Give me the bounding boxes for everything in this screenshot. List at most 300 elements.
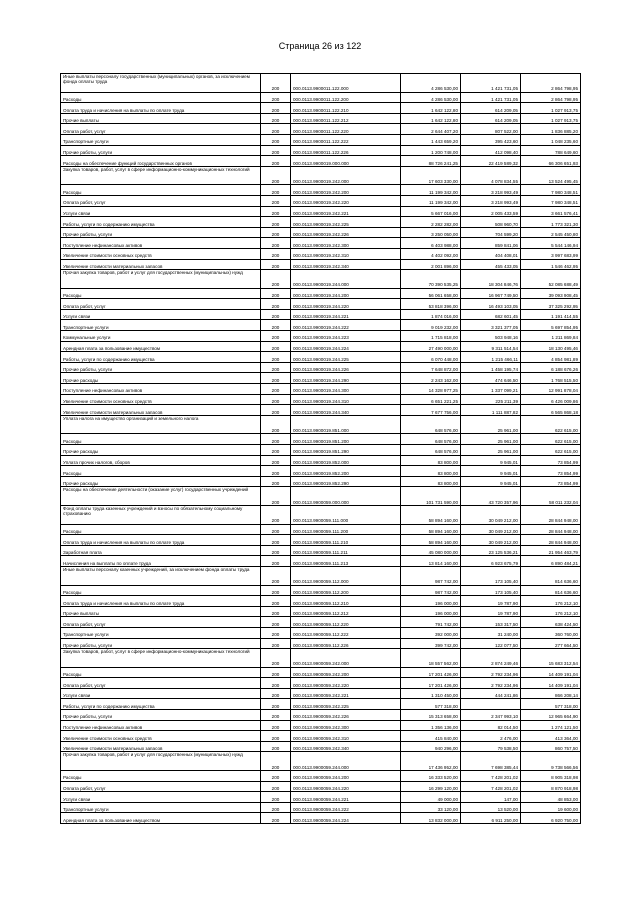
row-code-cell: 200 (261, 166, 291, 185)
row-name-cell: Прочая закупка товаров, работ и услуг для государственных (муниципальных) нужд (61, 270, 261, 289)
row-remainder-cell: 12 965 664,90 (521, 710, 581, 721)
row-kbk-cell: 000.0113.9900011.122.200 (291, 92, 401, 103)
table-row (61, 113, 581, 124)
row-name-cell: Прочие работы, услуги (61, 145, 261, 156)
row-kbk-cell: 000.0113.9900059.244.220 (291, 781, 401, 792)
row-kbk-cell: 000.0113.9900019.244.225 (291, 352, 401, 363)
budget-execution-table (60, 73, 581, 824)
row-approved-cell: 1 715 818,00 (401, 331, 461, 342)
row-name-cell: Иные выплаты персоналу казенных учреждений, за исключением фонда оплаты труда (61, 566, 261, 585)
row-code-cell: 200 (261, 185, 291, 196)
row-name-cell: Оплата работ, услуг (61, 617, 261, 628)
row-code-cell: 200 (261, 720, 291, 731)
row-kbk-cell: 000.0113.9900019.242.300 (291, 238, 401, 249)
row-name-cell: Расходы (61, 585, 261, 596)
row-name-cell: Поступление нефинансовых активов (61, 238, 261, 249)
row-approved-cell: 6 070 448,00 (401, 352, 461, 363)
row-kbk-cell: 000.0113.9900059.242.340 (291, 741, 401, 752)
row-name-cell: Расходы (61, 667, 261, 678)
row-approved-cell: 58 894 160,00 (401, 535, 461, 546)
row-approved-cell: 4 402 092,00 (401, 248, 461, 259)
row-executed-cell: 30 049 212,00 (461, 535, 521, 546)
row-name-cell: Прочие выплаты (61, 113, 261, 124)
table-row (61, 185, 581, 196)
row-remainder-cell: 52 085 688,49 (521, 270, 581, 289)
row-approved-cell: 11 199 342,00 (401, 195, 461, 206)
row-remainder-cell: 814 636,60 (521, 585, 581, 596)
row-code-cell: 200 (261, 678, 291, 689)
row-name-cell: Работы, услуги по содержанию имущества (61, 217, 261, 228)
row-name-cell: Увеличение стоимости материальных запасов (61, 259, 261, 270)
row-code-cell: 200 (261, 206, 291, 217)
row-approved-cell: 196 000,00 (401, 606, 461, 617)
row-code-cell: 200 (261, 156, 291, 167)
row-remainder-cell: 176 212,10 (521, 596, 581, 607)
row-kbk-cell: 000.0113.9900059.112.226 (291, 638, 401, 649)
row-approved-cell: 13 832 000,00 (401, 813, 461, 824)
row-kbk-cell: 000.0113.9900059.244.000 (291, 752, 401, 771)
table-row (61, 617, 581, 628)
row-kbk-cell: 000.0113.9900011.122.226 (291, 145, 401, 156)
table-row (61, 227, 581, 238)
row-approved-cell: 196 000,00 (401, 596, 461, 607)
row-code-cell: 200 (261, 309, 291, 320)
row-kbk-cell: 000.0113.9900059.112.210 (291, 596, 401, 607)
row-executed-cell: 412 098,40 (461, 145, 521, 156)
table-row (61, 352, 581, 363)
row-kbk-cell: 000.0113.9900059.242.220 (291, 678, 401, 689)
row-remainder-cell: 6 920 750,00 (521, 813, 581, 824)
row-name-cell: Увеличение стоимости основных средств (61, 394, 261, 405)
row-name-cell: Иные выплаты персоналу государственных (муниципальных) органов, за исключением фонда оплаты труда (61, 74, 261, 93)
row-kbk-cell: 000.0113.9900059.244.221 (291, 792, 401, 803)
row-code-cell: 200 (261, 259, 291, 270)
row-remainder-cell: 28 844 948,00 (521, 505, 581, 524)
row-remainder-cell: 39 093 908,45 (521, 288, 581, 299)
row-kbk-cell: 000.0113.9900011.122.212 (291, 113, 401, 124)
table-row (61, 331, 581, 342)
row-executed-cell: 704 599,20 (461, 227, 521, 238)
row-executed-cell: 1 215 466,11 (461, 352, 521, 363)
row-approved-cell: 70 390 535,25 (401, 270, 461, 289)
row-name-cell: Оплата труда и начисления на выплаты по оплате труда (61, 103, 261, 114)
row-name-cell: Расходы (61, 92, 261, 103)
row-executed-cell: 2 347 993,10 (461, 710, 521, 721)
row-remainder-cell: 13 524 495,45 (521, 166, 581, 185)
row-name-cell: Прочие выплаты (61, 606, 261, 617)
row-executed-cell: 2 476,00 (461, 731, 521, 742)
row-kbk-cell: 000.0113.9900019.244.226 (291, 362, 401, 373)
row-approved-cell: 6 651 221,25 (401, 394, 461, 405)
row-name-cell: Транспортные услуги (61, 320, 261, 331)
row-kbk-cell: 000.0113.9900059.112.222 (291, 627, 401, 638)
row-approved-cell: 392 000,00 (401, 627, 461, 638)
row-executed-cell: 6 923 675,79 (461, 556, 521, 567)
row-executed-cell (461, 699, 521, 710)
row-approved-cell: 88 726 241,25 (401, 156, 461, 167)
row-approved-cell: 83 800,00 (401, 466, 461, 477)
row-approved-cell: 49 000,00 (401, 792, 461, 803)
table-row (61, 270, 581, 289)
row-remainder-cell: 638 424,50 (521, 617, 581, 628)
row-executed-cell: 23 125 536,21 (461, 545, 521, 556)
row-executed-cell: 1 337 099,21 (461, 384, 521, 395)
table-row (61, 362, 581, 373)
row-name-cell: Прочие расходы (61, 445, 261, 456)
table-body (61, 74, 581, 824)
row-executed-cell: 25 961,00 (461, 415, 521, 434)
row-kbk-cell: 000.0113.9900059.111.211 (291, 545, 401, 556)
row-kbk-cell: 000.0113.9900019.244.340 (291, 405, 401, 416)
row-code-cell: 200 (261, 688, 291, 699)
row-approved-cell: 648 576,00 (401, 445, 461, 456)
row-remainder-cell: 8 870 918,98 (521, 781, 581, 792)
row-approved-cell: 2 243 162,00 (401, 373, 461, 384)
table-row (61, 476, 581, 487)
row-approved-cell: 7 648 872,00 (401, 362, 461, 373)
row-code-cell: 200 (261, 649, 291, 668)
row-remainder-cell: 622 615,00 (521, 434, 581, 445)
row-kbk-cell: 000.0113.9900059.244.224 (291, 813, 401, 824)
row-approved-cell: 56 061 658,00 (401, 288, 461, 299)
row-kbk-cell: 000.0113.9900019.242.310 (291, 248, 401, 259)
row-kbk-cell: 000.0113.9900059.242.200 (291, 667, 401, 678)
row-remainder-cell: 5 697 854,95 (521, 320, 581, 331)
row-code-cell: 200 (261, 227, 291, 238)
row-code-cell: 200 (261, 476, 291, 487)
row-executed-cell: 1 421 731,05 (461, 74, 521, 93)
row-approved-cell: 17 201 426,00 (401, 678, 461, 689)
row-code-cell: 200 (261, 270, 291, 289)
row-code-cell: 200 (261, 195, 291, 206)
row-code-cell: 200 (261, 596, 291, 607)
table-row (61, 299, 581, 310)
row-kbk-cell: 000.0113.9900019.851.000 (291, 415, 401, 434)
row-executed-cell: 3 218 993,49 (461, 185, 521, 196)
row-approved-cell: 58 894 160,00 (401, 524, 461, 535)
row-executed-cell: 31 240,00 (461, 627, 521, 638)
row-executed-cell: 1 421 731,05 (461, 92, 521, 103)
row-approved-cell: 27 490 000,00 (401, 341, 461, 352)
row-name-cell: Прочие расходы (61, 476, 261, 487)
row-name-cell: Оплата работ, услуг (61, 299, 261, 310)
row-kbk-cell: 000.0113.9900059.111.213 (291, 556, 401, 567)
row-approved-cell: 17 201 426,00 (401, 667, 461, 678)
row-remainder-cell: 413 364,00 (521, 731, 581, 742)
row-remainder-cell: 5 544 146,94 (521, 238, 581, 249)
table-row (61, 373, 581, 384)
row-name-cell: Прочие работы, услуги (61, 710, 261, 721)
table-row (61, 384, 581, 395)
row-code-cell: 200 (261, 145, 291, 156)
row-executed-cell: 2 874 249,46 (461, 649, 521, 668)
row-code-cell: 200 (261, 362, 291, 373)
table-row (61, 649, 581, 668)
row-executed-cell: 7 698 385,44 (461, 752, 521, 771)
row-code-cell: 200 (261, 813, 291, 824)
row-approved-cell: 4 286 530,00 (401, 92, 461, 103)
row-remainder-cell: 2 545 450,80 (521, 227, 581, 238)
row-remainder-cell: 14 409 191,04 (521, 667, 581, 678)
table-row (61, 699, 581, 710)
row-kbk-cell: 000.0113.9900059.112.220 (291, 617, 401, 628)
table-row (61, 195, 581, 206)
row-executed-cell: 18 304 846,76 (461, 270, 521, 289)
row-kbk-cell: 000.0113.9900059.000.000 (291, 487, 401, 506)
row-approved-cell: 9 019 232,00 (401, 320, 461, 331)
table-row (61, 505, 581, 524)
row-approved-cell: 415 840,00 (401, 731, 461, 742)
row-approved-cell: 1 443 659,20 (401, 134, 461, 145)
row-remainder-cell: 1 027 913,75 (521, 103, 581, 114)
row-approved-cell: 53 818 396,00 (401, 299, 461, 310)
row-kbk-cell: 000.0113.9900059.111.000 (291, 505, 401, 524)
row-approved-cell: 987 742,00 (401, 566, 461, 585)
row-remainder-cell: 6 188 676,26 (521, 362, 581, 373)
row-kbk-cell: 000.0113.9900019.244.000 (291, 270, 401, 289)
page-number-label: Страница 26 из 122 (278, 41, 362, 51)
row-kbk-cell: 000.0113.9900019.242.340 (291, 259, 401, 270)
row-code-cell: 200 (261, 217, 291, 228)
row-kbk-cell: 000.0113.9900059.242.300 (291, 720, 401, 731)
row-kbk-cell: 000.0113.9900059.111.200 (291, 524, 401, 535)
table-row (61, 394, 581, 405)
table-row (61, 166, 581, 185)
row-executed-cell: 25 961,00 (461, 434, 521, 445)
row-code-cell: 200 (261, 667, 291, 678)
row-name-cell: Прочие расходы (61, 373, 261, 384)
row-executed-cell: 614 209,05 (461, 103, 521, 114)
row-code-cell: 200 (261, 545, 291, 556)
row-executed-cell: 13 520,00 (461, 802, 521, 813)
row-kbk-cell: 000.0113.9900059.244.200 (291, 771, 401, 782)
table-row (61, 792, 581, 803)
row-remainder-cell: 3 997 683,99 (521, 248, 581, 259)
row-name-cell: Услуги связи (61, 309, 261, 320)
row-remainder-cell: 860 757,50 (521, 741, 581, 752)
table-row (61, 741, 581, 752)
row-approved-cell: 13 814 160,00 (401, 556, 461, 567)
row-executed-cell: 395 423,60 (461, 134, 521, 145)
row-approved-cell: 987 742,00 (401, 585, 461, 596)
row-approved-cell: 83 800,00 (401, 455, 461, 466)
row-name-cell: Увеличение стоимости основных средств (61, 731, 261, 742)
row-code-cell: 200 (261, 299, 291, 310)
row-remainder-cell: 1 546 462,95 (521, 259, 581, 270)
row-name-cell: Оплата работ, услуг (61, 781, 261, 792)
row-executed-cell: 7 428 201,02 (461, 771, 521, 782)
row-executed-cell: 9 945,01 (461, 476, 521, 487)
row-remainder-cell: 8 905 318,98 (521, 771, 581, 782)
row-kbk-cell: 000.0113.9900019.242.000 (291, 166, 401, 185)
table-row (61, 248, 581, 259)
row-approved-cell: 940 296,00 (401, 741, 461, 752)
row-executed-cell: 455 433,05 (461, 259, 521, 270)
row-code-cell: 200 (261, 556, 291, 567)
row-remainder-cell: 48 853,00 (521, 792, 581, 803)
row-approved-cell: 58 894 160,00 (401, 505, 461, 524)
row-name-cell: Прочие работы, услуги (61, 227, 261, 238)
row-executed-cell: 1 458 195,74 (461, 362, 521, 373)
row-name-cell: Услуги связи (61, 688, 261, 699)
row-approved-cell: 3 250 050,00 (401, 227, 461, 238)
row-executed-cell: 1 111 887,82 (461, 405, 521, 416)
row-executed-cell: 22 419 589,32 (461, 156, 521, 167)
row-code-cell: 200 (261, 331, 291, 342)
row-executed-cell: 508 960,70 (461, 217, 521, 228)
row-code-cell: 200 (261, 731, 291, 742)
row-executed-cell: 3 321 377,05 (461, 320, 521, 331)
row-remainder-cell: 788 649,60 (521, 145, 581, 156)
row-kbk-cell: 000.0113.9900059.242.225 (291, 699, 401, 710)
row-kbk-cell: 000.0113.9900011.122.210 (291, 103, 401, 114)
row-executed-cell: 25 961,00 (461, 445, 521, 456)
row-executed-cell: 122 077,50 (461, 638, 521, 649)
row-approved-cell: 18 557 562,00 (401, 649, 461, 668)
table-row (61, 802, 581, 813)
row-executed-cell: 30 049 212,00 (461, 524, 521, 535)
table-row (61, 781, 581, 792)
table-row (61, 752, 581, 771)
table-row (61, 710, 581, 721)
row-approved-cell: 577 318,00 (401, 699, 461, 710)
row-remainder-cell: 9 738 566,56 (521, 752, 581, 771)
row-kbk-cell: 000.0113.9900019.244.222 (291, 320, 401, 331)
row-kbk-cell: 000.0113.9900059.111.210 (291, 535, 401, 546)
row-remainder-cell: 7 980 348,51 (521, 195, 581, 206)
row-remainder-cell: 58 011 232,04 (521, 487, 581, 506)
row-approved-cell: 83 800,00 (401, 476, 461, 487)
row-code-cell: 200 (261, 113, 291, 124)
row-name-cell: Прочие работы, услуги (61, 638, 261, 649)
row-approved-cell: 2 282 282,00 (401, 217, 461, 228)
row-code-cell: 200 (261, 92, 291, 103)
row-name-cell: Расходы (61, 434, 261, 445)
table-row (61, 134, 581, 145)
row-approved-cell: 16 299 120,00 (401, 781, 461, 792)
table-row (61, 731, 581, 742)
row-kbk-cell: 000.0113.9900019.244.220 (291, 299, 401, 310)
table-row (61, 145, 581, 156)
row-approved-cell: 1 642 122,80 (401, 113, 461, 124)
row-name-cell: Поступление нефинансовых активов (61, 720, 261, 731)
row-approved-cell: 17 436 952,00 (401, 752, 461, 771)
row-executed-cell: 173 105,40 (461, 566, 521, 585)
row-name-cell: Арендная плата за пользование имуществом (61, 813, 261, 824)
row-code-cell: 200 (261, 288, 291, 299)
row-kbk-cell: 000.0113.9900019.852.200 (291, 466, 401, 477)
row-executed-cell: 444 241,86 (461, 688, 521, 699)
row-executed-cell: 225 211,39 (461, 394, 521, 405)
table-row (61, 259, 581, 270)
row-approved-cell: 45 080 000,00 (401, 545, 461, 556)
row-executed-cell: 79 538,50 (461, 741, 521, 752)
row-code-cell: 200 (261, 74, 291, 93)
row-kbk-cell: 000.0113.9900059.112.212 (291, 606, 401, 617)
table-row (61, 320, 581, 331)
row-name-cell: Транспортные услуги (61, 134, 261, 145)
row-code-cell: 200 (261, 434, 291, 445)
row-remainder-cell: 277 664,50 (521, 638, 581, 649)
row-remainder-cell: 6 426 009,86 (521, 394, 581, 405)
table-row (61, 466, 581, 477)
row-executed-cell: 43 720 357,96 (461, 487, 521, 506)
row-kbk-cell: 000.0113.9900019.244.221 (291, 309, 401, 320)
row-executed-cell: 16 967 749,50 (461, 288, 521, 299)
row-name-cell: Оплата труда и начисления на выплаты по оплате труда (61, 596, 261, 607)
row-approved-cell: 648 576,00 (401, 415, 461, 434)
row-remainder-cell: 19 600,00 (521, 802, 581, 813)
row-code-cell: 200 (261, 710, 291, 721)
table-row (61, 415, 581, 434)
table-row (61, 688, 581, 699)
row-code-cell: 200 (261, 103, 291, 114)
row-code-cell: 200 (261, 585, 291, 596)
row-remainder-cell: 577 318,00 (521, 699, 581, 710)
row-executed-cell: 474 646,50 (461, 373, 521, 384)
table-row (61, 341, 581, 352)
row-executed-cell: 19 787,90 (461, 596, 521, 607)
row-name-cell: Транспортные услуги (61, 802, 261, 813)
row-name-cell: Увеличение стоимости основных средств (61, 248, 261, 259)
row-code-cell: 200 (261, 792, 291, 803)
row-kbk-cell: 000.0113.9900059.242.310 (291, 731, 401, 742)
row-approved-cell: 14 328 977,25 (401, 384, 461, 395)
row-remainder-cell: 15 683 312,54 (521, 649, 581, 668)
row-code-cell: 200 (261, 134, 291, 145)
row-code-cell: 200 (261, 445, 291, 456)
row-executed-cell: 30 049 212,00 (461, 505, 521, 524)
table-row (61, 92, 581, 103)
row-code-cell: 200 (261, 487, 291, 506)
row-name-cell: Услуги связи (61, 206, 261, 217)
row-kbk-cell: 000.0113.9900019.244.300 (291, 384, 401, 395)
table-row (61, 455, 581, 466)
table-row (61, 556, 581, 567)
row-kbk-cell: 000.0113.9900011.122.000 (291, 74, 401, 93)
row-remainder-cell: 12 991 878,04 (521, 384, 581, 395)
row-remainder-cell: 2 864 798,95 (521, 74, 581, 93)
table-row (61, 434, 581, 445)
row-name-cell: Прочая закупка товаров, работ и услуг для государственных (муниципальных) нужд (61, 752, 261, 771)
row-name-cell: Уплата налога на имущество организаций и земельного налога (61, 415, 261, 434)
table-row (61, 678, 581, 689)
row-remainder-cell: 1 836 885,20 (521, 124, 581, 135)
table-row (61, 585, 581, 596)
table-row (61, 720, 581, 731)
row-approved-cell: 5 667 016,00 (401, 206, 461, 217)
row-code-cell: 200 (261, 394, 291, 405)
row-code-cell: 200 (261, 752, 291, 771)
row-remainder-cell: 360 760,00 (521, 627, 581, 638)
row-code-cell: 200 (261, 320, 291, 331)
table-row (61, 566, 581, 585)
row-name-cell: Фонд оплаты труда казенных учреждений и взносы по обязательному социальному страхованию (61, 505, 261, 524)
row-code-cell: 200 (261, 505, 291, 524)
row-code-cell: 200 (261, 638, 291, 649)
row-executed-cell: 153 317,50 (461, 617, 521, 628)
row-code-cell: 200 (261, 373, 291, 384)
row-kbk-cell: 000.0113.9900059.244.222 (291, 802, 401, 813)
row-executed-cell: 2 792 234,96 (461, 667, 521, 678)
row-remainder-cell: 4 854 981,89 (521, 352, 581, 363)
table-row (61, 606, 581, 617)
row-name-cell: Оплата работ, услуг (61, 124, 261, 135)
row-name-cell: Поступление нефинансовых активов (61, 384, 261, 395)
row-code-cell: 200 (261, 455, 291, 466)
row-kbk-cell: 000.0113.9900059.112.000 (291, 566, 401, 585)
row-kbk-cell: 000.0113.9900059.242.000 (291, 649, 401, 668)
